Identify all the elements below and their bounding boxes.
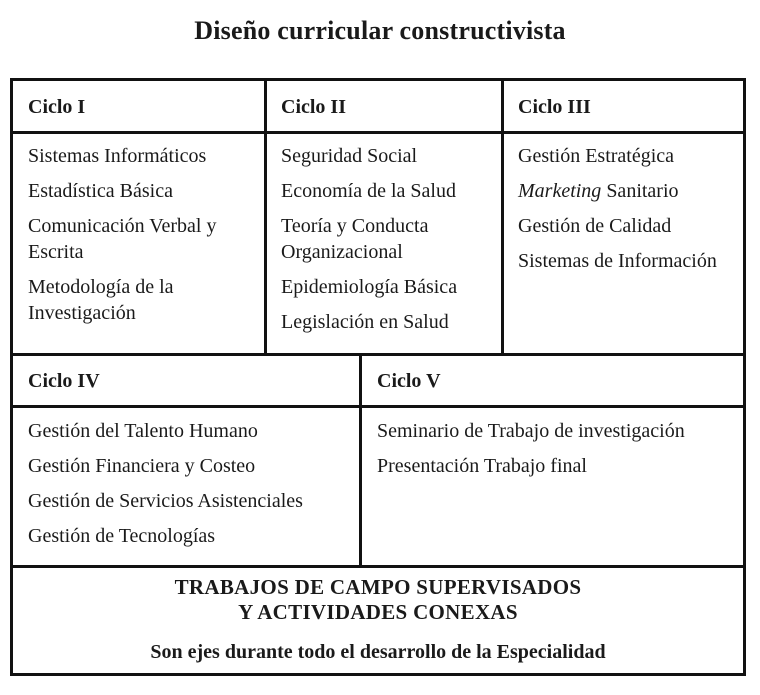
- diagram-title: Diseño curricular constructivista: [194, 16, 566, 45]
- course-item: Teoría y Conducta Organizacional: [281, 215, 429, 263]
- course-item: Gestión Estratégica: [518, 145, 675, 167]
- course-item: Sistemas Informáticos: [28, 145, 207, 167]
- cycle-3-header: Ciclo III: [518, 96, 591, 118]
- course-item: Sistemas de Información: [518, 250, 717, 272]
- course-item: Gestión de Servicios Asistenciales: [28, 490, 303, 512]
- course-item: Comunicación Verbal y Escrita: [28, 215, 217, 263]
- course-item: Gestión de Tecnologías: [28, 525, 216, 547]
- course-item: Gestión del Talento Humano: [28, 420, 258, 442]
- course-item: Metodología de la Investigación: [28, 276, 174, 324]
- cycle-2-courses: [281, 143, 493, 344]
- cycle-1-courses: [28, 143, 258, 335]
- col-divider-3: [359, 353, 362, 568]
- cycle-2-header: Ciclo II: [281, 96, 346, 118]
- col-divider-1: [264, 81, 267, 356]
- cycle-5-header: Ciclo V: [377, 370, 441, 392]
- course-item-italic: Marketing: [518, 180, 602, 202]
- fieldwork-heading-line-2: Y ACTIVIDADES CONEXAS: [238, 600, 518, 624]
- row-divider-1: [13, 353, 743, 356]
- course-item: Estadística Básica: [28, 180, 173, 202]
- cycle-4-courses: [28, 418, 358, 558]
- course-item: Gestión de Calidad: [518, 215, 672, 237]
- cycle-3-courses: [518, 143, 742, 283]
- course-item: Presentación Trabajo final: [377, 455, 587, 477]
- cycle-5-courses: [377, 418, 739, 488]
- course-item: Legislación en Salud: [281, 311, 449, 333]
- header-divider-top: [13, 131, 743, 134]
- fieldwork-heading-line-1: TRABAJOS DE CAMPO SUPERVISADOS: [174, 575, 582, 599]
- fieldwork-subtitle: Son ejes durante todo el desarrollo de la Especialidad: [150, 641, 606, 663]
- header-divider-bottom: [13, 405, 743, 408]
- curriculum-table: [10, 78, 746, 676]
- course-item: Marketing Sanitario: [518, 180, 679, 202]
- course-item: Seminario de Trabajo de investigación: [377, 420, 685, 442]
- course-item: Seguridad Social: [281, 145, 418, 167]
- cycle-4-header: Ciclo IV: [28, 370, 100, 392]
- course-item: Epidemiología Básica: [281, 276, 458, 298]
- course-item: Gestión Financiera y Costeo: [28, 455, 256, 477]
- course-item: Economía de la Salud: [281, 180, 456, 202]
- col-divider-2: [501, 81, 504, 356]
- row-divider-2: [13, 565, 743, 568]
- cycle-1-header: Ciclo I: [28, 96, 86, 118]
